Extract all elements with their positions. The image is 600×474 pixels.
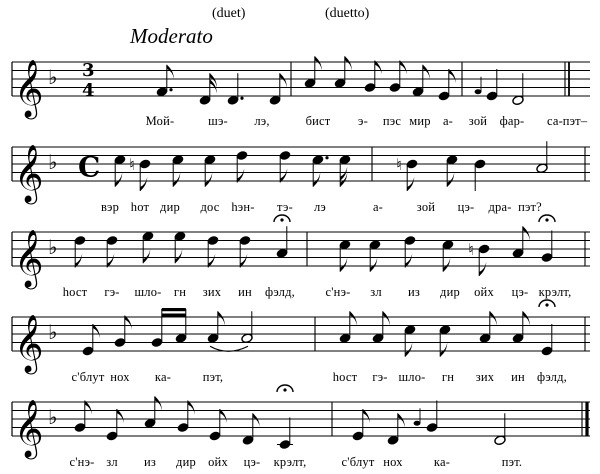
note-beam	[162, 308, 186, 311]
note-flag	[313, 173, 320, 187]
note-flag	[75, 254, 82, 268]
note-flag	[93, 324, 100, 338]
duetto-label: (duetto)	[325, 6, 370, 21]
lyric-syllable: зой	[416, 200, 436, 214]
time-signature-bottom: 4	[82, 80, 95, 101]
lyric-syllable: ойх	[474, 285, 494, 299]
note-flag	[218, 311, 225, 325]
note-flag	[447, 173, 454, 187]
lyric-syllable: пэт,	[202, 370, 224, 384]
note-flag	[220, 409, 227, 423]
dot	[325, 156, 328, 159]
time-signature-top: 3	[82, 59, 95, 81]
lyric-syllable: тэ-	[277, 200, 293, 214]
treble-clef-icon: 𝄞	[14, 144, 44, 202]
lyric-syllable: вэр	[100, 200, 120, 214]
lyric-syllable: hост	[332, 370, 358, 384]
note-flag	[523, 311, 530, 325]
note-flag	[423, 65, 430, 79]
lyric-syllable: крэлт,	[273, 455, 307, 469]
lyric-syllable: зл	[106, 455, 118, 469]
note-flag	[340, 167, 347, 181]
lyric-syllable: фэлд,	[265, 285, 295, 299]
note-flag	[205, 173, 212, 187]
lyric-syllable: шло-	[398, 370, 426, 384]
note-flag	[237, 169, 244, 183]
note-flag	[280, 169, 287, 183]
lyric-syllable: ка-	[154, 370, 172, 384]
note-flag	[523, 226, 530, 240]
note-flag	[350, 311, 357, 325]
lyric-syllable: ка-	[433, 455, 451, 469]
note-beam	[162, 314, 186, 317]
lyric-syllable: с'нэ-	[325, 285, 351, 299]
lyric-syllable: hэн-	[231, 200, 255, 214]
lyric-syllable: а-	[372, 200, 384, 214]
note-flag	[479, 262, 486, 276]
lyric-syllable: а-	[442, 114, 454, 128]
lyric-syllable: пэт.	[501, 455, 523, 469]
note-flag	[345, 56, 352, 70]
lyric-syllable: из	[407, 285, 421, 299]
note-flag	[253, 413, 260, 427]
note-flag	[115, 173, 122, 187]
lyric-syllable: мир	[409, 114, 431, 128]
note-flag	[155, 396, 162, 410]
note-flag	[383, 311, 390, 325]
lyric-syllable: гэ-	[104, 285, 120, 299]
lyric-syllable: зл	[370, 285, 382, 299]
fermata-dot	[280, 218, 283, 221]
fermata-dot	[545, 303, 548, 306]
lyric-syllable: гэ-	[372, 370, 388, 384]
note-flag	[400, 61, 407, 75]
note-flag	[449, 69, 456, 83]
lyric-syllable: зих	[475, 370, 495, 384]
lyric-syllable: э-	[358, 114, 368, 128]
lyric-syllable: ин	[238, 285, 252, 299]
note-flag	[490, 311, 497, 325]
note-flag	[240, 254, 247, 268]
lyric-syllable: ойх	[208, 455, 228, 469]
lyric-syllable: пэс	[382, 114, 402, 128]
lyric-syllable: дир	[176, 455, 196, 469]
note-flag	[398, 413, 405, 427]
lyric-syllable: с'нэ-	[69, 455, 95, 469]
lyric-syllable: цэ-	[511, 285, 529, 299]
lyric-syllable: фэлд,	[537, 370, 567, 384]
lyric-syllable: крэлт,	[538, 285, 572, 299]
lyric-syllable: с'блут	[341, 455, 375, 469]
note-flag	[173, 173, 180, 187]
lyric-syllable: бист	[305, 114, 331, 128]
note-flag	[210, 79, 217, 93]
note-flag	[143, 249, 150, 263]
lyric-syllable: hот	[130, 200, 150, 214]
treble-clef-icon: 𝄞	[14, 314, 44, 372]
natural-sign-icon: ♮	[129, 155, 135, 174]
lyric-syllable: зих	[202, 285, 222, 299]
note-flag	[375, 61, 382, 75]
lyric-syllable: са-	[546, 114, 564, 128]
note-flag	[363, 409, 370, 423]
note-flag	[405, 343, 412, 357]
treble-clef-icon: 𝄞	[14, 229, 44, 287]
lyric-syllable: из	[143, 455, 157, 469]
lyric-syllable: шэ-	[208, 114, 228, 128]
lyric-syllable: нох	[383, 455, 403, 469]
fermata-dot	[283, 388, 286, 391]
flat-key-signature-icon: ♭	[48, 405, 58, 429]
note-flag	[208, 254, 215, 268]
note-flag	[140, 177, 147, 191]
lyric-syllable: гн	[441, 370, 455, 384]
note-flag	[315, 56, 322, 70]
treble-clef-icon: 𝄞	[14, 399, 44, 457]
lyric-syllable: Мой-	[145, 114, 175, 128]
lyric-syllable: цэ-	[457, 200, 475, 214]
lyric-syllable: ин	[511, 370, 525, 384]
natural-sign-icon: ♮	[468, 240, 474, 259]
lyric-syllable: дра-	[488, 200, 512, 214]
lyric-syllable: зой	[468, 114, 488, 128]
lyric-syllable: дос	[200, 200, 220, 214]
note-flag	[167, 65, 174, 79]
lyric-syllable: дир	[440, 285, 460, 299]
note-flag	[407, 177, 414, 191]
flat-key-signature-icon: ♭	[48, 235, 58, 259]
lyric-syllable: лэ,	[254, 114, 270, 128]
lyric-syllable: цэ-	[243, 455, 261, 469]
duet-label: (duet)	[212, 6, 246, 21]
dot	[240, 97, 243, 100]
lyric-syllable: дир	[160, 200, 180, 214]
flat-key-signature-icon: ♭	[48, 150, 58, 174]
grace-note-head	[414, 421, 421, 426]
lyric-syllable: фар-	[499, 114, 525, 128]
lyric-syllable: hост	[62, 285, 88, 299]
flat-key-signature-icon: ♭	[48, 65, 58, 89]
lyric-syllable: пэт–	[562, 114, 588, 128]
grace-note-head	[475, 89, 482, 94]
note-flag	[440, 343, 447, 357]
fermata-dot	[545, 218, 548, 221]
lyric-syllable: пэт?	[518, 200, 542, 214]
dot	[169, 88, 172, 91]
tempo-marking: Moderato	[130, 24, 213, 48]
note-flag	[125, 316, 132, 330]
lyric-syllable: нох	[110, 370, 130, 384]
common-time-icon: C	[78, 150, 101, 184]
note-flag	[188, 401, 195, 415]
lyric-syllable: с'блут	[71, 370, 105, 384]
note-flag	[370, 258, 377, 272]
note-flag	[405, 254, 412, 268]
note-flag	[85, 401, 92, 415]
note-flag	[175, 249, 182, 263]
note-flag	[117, 409, 124, 423]
flat-key-signature-icon: ♭	[48, 320, 58, 344]
note-flag	[443, 258, 450, 272]
natural-sign-icon: ♮	[396, 155, 402, 174]
lyric-syllable: лэ	[313, 200, 327, 214]
note-flag	[107, 254, 114, 268]
lyric-syllable: шло-	[134, 285, 162, 299]
note-flag	[340, 258, 347, 272]
lyric-syllable: гн	[173, 285, 187, 299]
note-flag	[280, 73, 287, 87]
treble-clef-icon: 𝄞	[14, 59, 44, 117]
